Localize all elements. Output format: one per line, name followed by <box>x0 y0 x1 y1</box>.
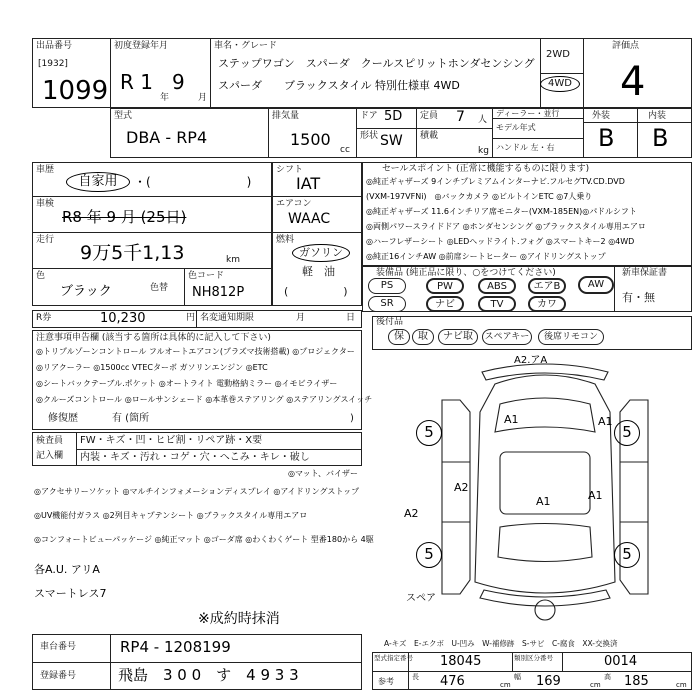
chassis-label: 車台番号 <box>40 642 77 652</box>
chassis-value: RP4 - 1208199 <box>120 638 231 656</box>
doors-label: ドア <box>360 111 378 121</box>
inspector-row1: FW・キズ・凹・ヒビ割・リペア跡・X要 <box>80 435 263 446</box>
tire-rear-right: 5 <box>614 542 640 568</box>
shape-label: 形状 <box>360 131 379 141</box>
capacity-unit: 人 <box>478 115 488 125</box>
year-unit: 年 <box>160 93 170 103</box>
length-unit: cm <box>500 681 511 689</box>
length-label: 長 <box>412 673 419 681</box>
damage-label: A2.アA <box>514 355 548 366</box>
first-reg-month: 9 <box>172 70 185 94</box>
extra-line: スマートレス7 <box>34 587 107 600</box>
repair-close: ) <box>350 413 354 424</box>
class-value: 0014 <box>604 654 638 669</box>
shift-value: IAT <box>296 174 321 193</box>
r-tax-value: 10,230 <box>100 311 146 326</box>
width-label: 幅 <box>514 673 521 681</box>
warranty-yes-no: 有・無 <box>622 291 655 304</box>
month-unit: 月 <box>198 93 208 103</box>
mileage-label: 走行 <box>36 235 55 245</box>
displacement-value: 1500 <box>290 130 331 149</box>
height-label: 高 <box>604 673 611 681</box>
contract-stamp: ※成約時抹消 <box>198 611 280 627</box>
shape-value: SW <box>380 133 403 149</box>
selling-line: ◎純正ギャザーズ 11.6インチリア席モニター(VXM-185EN)◎パドルシフト <box>366 207 637 216</box>
yen-unit: 円 <box>186 313 196 323</box>
after-item: 取 <box>412 329 434 345</box>
shift-label: シフト <box>276 165 304 175</box>
dealer-label: ディーラー・並行 <box>496 109 560 118</box>
drive-2wd: 2WD <box>546 49 570 60</box>
car-name-line1: ステップワゴン スパーダ クールスピリットホンダセンシング <box>218 57 535 70</box>
lot-no: 1099 <box>42 76 109 106</box>
extra-line: ◎コンフォートビューパッケージ ◎純正マット ◎ゴーダ席 ◎わくわくゲート 型番180から 4駆 <box>34 535 374 544</box>
damage-label: A1 <box>536 495 551 508</box>
plate-value: 飛島 3 0 0 す 4 9 3 3 <box>118 666 299 684</box>
equipment-title: 装備品 (純正品に限り、○をつけてください) <box>376 268 556 278</box>
equip-sr: SR <box>368 296 406 312</box>
color-code-label: 色コード <box>188 271 225 281</box>
deadline-month: 月 <box>296 313 306 323</box>
width-value: 169 <box>536 674 561 689</box>
inspector-row2: 内装・キズ・汚れ・コゲ・穴・へこみ・キレ・破し <box>80 452 310 463</box>
equip-pw: PW <box>426 278 464 294</box>
capacity-label: 定員 <box>420 111 439 121</box>
color-label: 色 <box>36 271 46 281</box>
drive-4wd: 4WD <box>540 76 580 92</box>
lot-no-label: 出品番号 <box>36 41 73 51</box>
width-unit: cm <box>590 681 601 689</box>
equip-abs: ABS <box>478 278 516 294</box>
capacity-value: 7 <box>456 109 465 125</box>
equip-tv: TV <box>478 296 516 312</box>
tire-rear-left: 5 <box>416 542 442 568</box>
inspection-value: R8 年 9 月 (25日) <box>62 208 187 226</box>
equip-leather: カワ <box>528 296 566 312</box>
usage-value: 自家用 <box>66 172 130 192</box>
aircon-label: エアコン <box>276 199 312 209</box>
aftermarket-title: 後付品 <box>376 317 404 327</box>
equip-navi: ナビ <box>426 296 464 312</box>
car-name-line2: スパーダ ブラックスタイル 特別仕様車 4WD <box>218 79 460 92</box>
interior-score: B <box>652 124 669 152</box>
notes-line: ◎トリプルゾーンコントロール フルオートエアコン(プラズマ技術搭載) ◎プロジェクター <box>36 347 355 356</box>
inspector-label1: 検査員 <box>36 436 64 446</box>
extra-line: ◎アクセサリーソケット ◎マルチインフォメーションディスプレイ ◎アイドリングストップ <box>34 487 360 496</box>
first-reg-label: 初度登録年月 <box>114 41 169 51</box>
load-label: 積載 <box>420 131 439 141</box>
car-damage-diagram <box>400 352 690 628</box>
plate-label: 登録番号 <box>40 671 77 681</box>
repair-label: 修復歴 <box>48 413 78 424</box>
spare-label: スペア <box>406 593 436 604</box>
tax-frame <box>32 310 362 328</box>
model-label: 型式 <box>114 111 133 121</box>
kg-unit: kg <box>478 146 489 156</box>
tire-front-left: 5 <box>416 420 442 446</box>
aircon-value: WAAC <box>288 211 331 227</box>
model-year-label: モデル年式 <box>496 123 536 132</box>
class-label: 類別区分番号 <box>514 654 553 662</box>
first-reg-era: R 1 <box>120 70 153 94</box>
height-unit: cm <box>676 681 687 689</box>
cc-unit: cc <box>340 145 350 155</box>
score-value: 4 <box>620 59 646 105</box>
usage-rest: ・( ) <box>134 175 252 189</box>
notes-line: ◎シートバックテーブル.ポケット ◎オートライト 電動格納ミラー ◎イモビライザー <box>36 379 338 388</box>
equip-aw: AW <box>578 276 614 294</box>
ref-label: 参考 <box>378 677 394 686</box>
damage-label: A2 <box>404 507 419 520</box>
exterior-label: 外装 <box>592 111 611 121</box>
lot-sub: [1932] <box>38 59 68 69</box>
after-item: 保 <box>388 329 410 345</box>
height-value: 185 <box>624 674 649 689</box>
deadline-label: 名変通知期限 <box>200 313 255 323</box>
selling-line: ◎純正ギャザーズ 9インチプレミアムインターナビ.フルセグTV.CD.DVD <box>366 177 625 186</box>
after-item: スペアキー <box>482 329 532 345</box>
interior-label: 内装 <box>648 111 667 121</box>
damage-label: A1 <box>504 413 519 426</box>
model-code: DBA - RP4 <box>126 128 208 147</box>
equip-airbag: エアB <box>528 278 566 294</box>
damage-label: A2 <box>454 481 469 494</box>
selling-line: ◎両側パワースライドドア ◎ホンダセンシング ◎ブラックスタイル専用エアロ <box>366 222 646 231</box>
doors-value: 5D <box>384 109 403 124</box>
deadline-day: 日 <box>346 313 356 323</box>
inspector-label2: 記入欄 <box>36 451 64 461</box>
selling-line: (VXM-197VFNi) ◎バックカメラ ◎ビルトインETC ◎7人乗り <box>366 192 593 201</box>
extra-line: 各A.U. アリA <box>34 563 100 576</box>
damage-label: A1 <box>598 415 613 428</box>
inspector-row3: ◎マット、バイザー <box>288 469 358 478</box>
fuel-diesel: 軽 油 <box>302 265 335 278</box>
km-unit: km <box>226 255 240 265</box>
model-grade-label: 車名・グレード <box>214 41 278 51</box>
selling-title: セールスポイント (正常に機能するものに限ります) <box>382 164 590 174</box>
extra-line: ◎UV機能付ガラス ◎2列目キャプテンシート ◎ブラックスタイル専用エアロ <box>34 511 308 520</box>
type-designation-value: 18045 <box>440 654 482 669</box>
length-value: 476 <box>440 674 465 689</box>
displacement-label: 排気量 <box>272 111 300 121</box>
r-tax-label: R券 <box>36 313 52 323</box>
color-code-value: NH812P <box>192 285 245 300</box>
selling-line: ◎ハーフレザーシート ◎LEDヘッドライト.フォグ ◎スマートキー2 ◎4WD <box>366 237 635 246</box>
color-swap-label: 色替 <box>150 283 169 293</box>
exterior-score: B <box>598 124 615 152</box>
notes-title: 注意事項申告欄 (該当する箇所は具体的に記入して下さい) <box>36 333 271 343</box>
usage-label: 車歴 <box>36 165 55 175</box>
inspection-label: 車検 <box>36 199 55 209</box>
score-label: 評価点 <box>612 41 640 51</box>
notes-line: ◎リアクーラー ◎1500cc VTECターボ ガソリンエンジン ◎ETC <box>36 363 268 372</box>
handle-label: ハンドル 左・右 <box>496 143 555 152</box>
notes-line: ◎クルーズコントロール ◎ロールサンシェード ◎本革巻ステアリング ◎ステアリングスイッチ <box>36 395 373 404</box>
after-item: ナビ取 <box>438 329 478 345</box>
new-warranty-label: 新車保証書 <box>622 268 668 278</box>
after-item: 後席リモコン <box>538 329 604 345</box>
damage-legend: A-キズ E-エクボ U-凹み W-補修跡 S-サビ C-腐食 XX-交換済 <box>384 639 618 648</box>
color-value: ブラック <box>60 284 112 299</box>
damage-label: A1 <box>588 489 603 502</box>
tire-front-right: 5 <box>614 420 640 446</box>
type-designation-label: 型式指定番号 <box>374 654 413 662</box>
equip-ps: PS <box>368 278 406 294</box>
fuel-value: ガソリン <box>292 244 350 262</box>
mileage-value: 9万5千1,13 <box>80 242 185 264</box>
repair-value: 有 (箇所 <box>112 413 150 424</box>
fuel-paren: ( ) <box>284 285 348 298</box>
selling-line: ◎純正16インチAW ◎前席シートヒーター ◎アイドリングストップ <box>366 252 606 261</box>
fuel-label: 燃料 <box>276 235 295 245</box>
